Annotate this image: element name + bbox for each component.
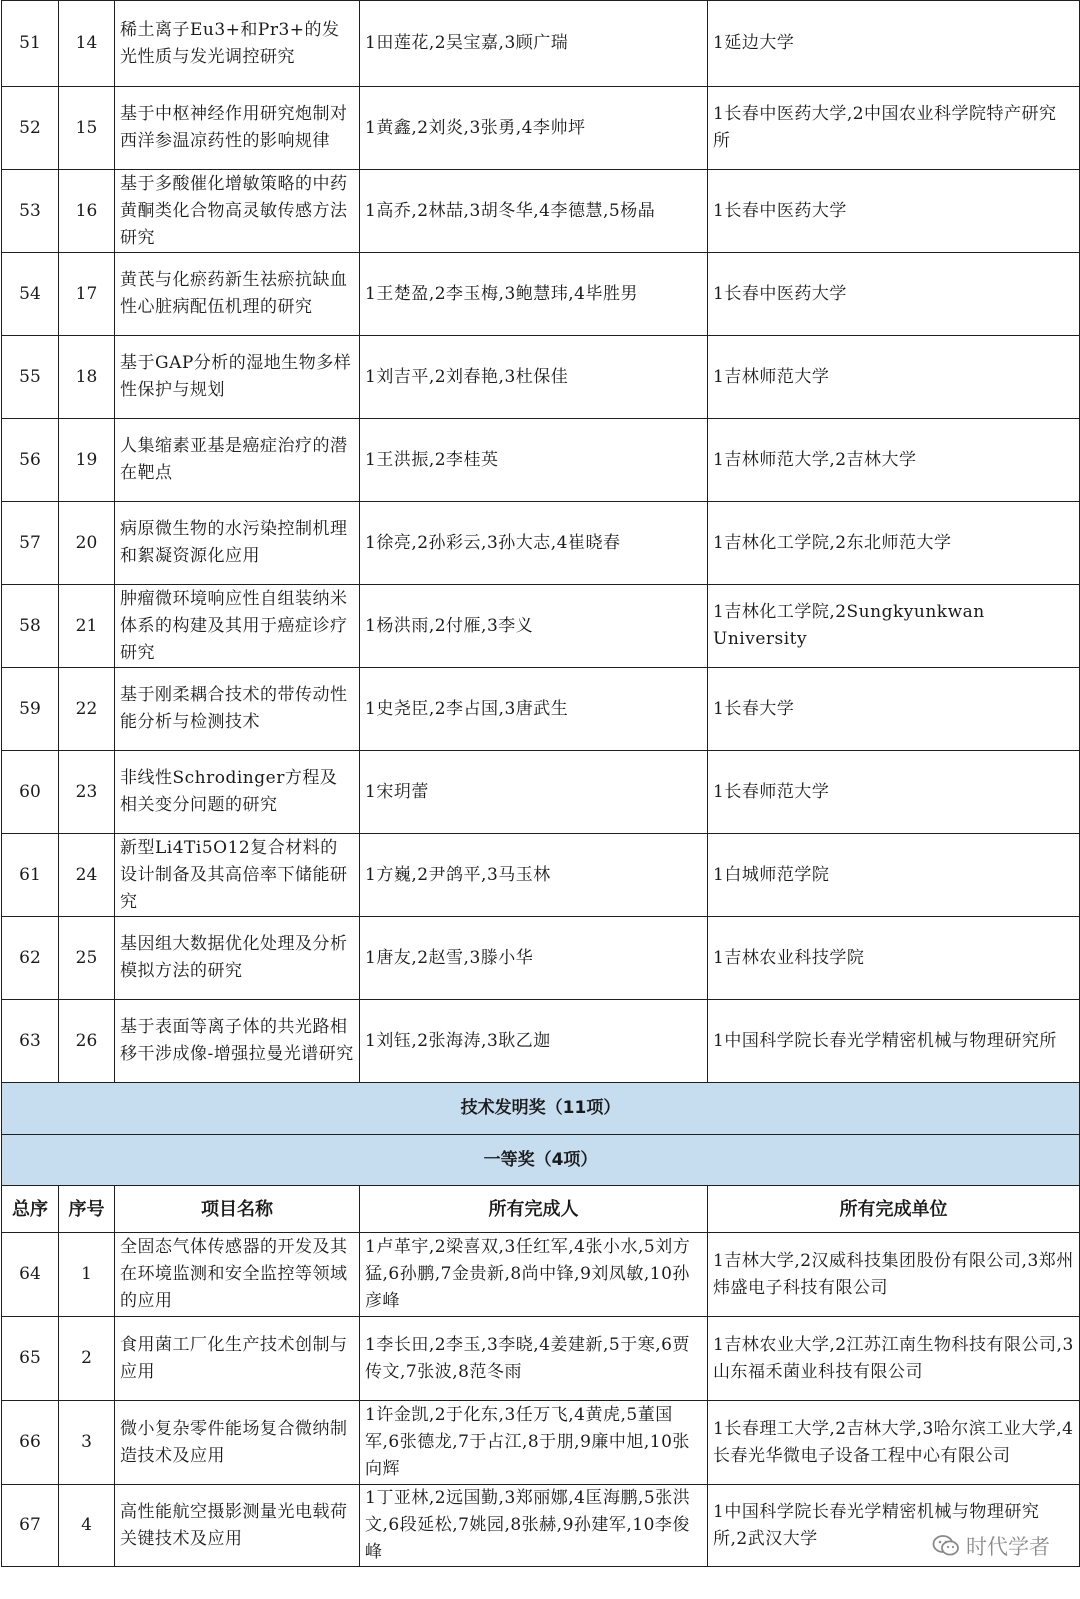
cell-total: 51 (2, 1, 59, 87)
section-title: 技术发明奖（11项） (2, 1083, 1080, 1135)
cell-seq: 21 (59, 585, 115, 668)
watermark (926, 1529, 1056, 1563)
table-row (2, 668, 1080, 751)
cell-total: 56 (2, 419, 59, 502)
cell-seq: 20 (59, 502, 115, 585)
table-row (2, 1485, 1080, 1567)
wechat-icon (932, 1534, 960, 1558)
header-name: 项目名称 (115, 1186, 360, 1233)
cell-people: 1田莲花,2吴宝嘉,3顾广瑞 (360, 1, 708, 87)
cell-project-name: 非线性Schrodinger方程及相关变分问题的研究 (115, 751, 360, 834)
cell-project-name: 基于多酸催化增敏策略的中药黄酮类化合物高灵敏传感方法研究 (115, 170, 360, 253)
cell-seq: 4 (59, 1485, 115, 1567)
section-row (2, 1083, 1080, 1135)
header-seq: 序号 (59, 1186, 115, 1233)
cell-people: 1卢革宇,2梁喜双,3任红军,4张小水,5刘方猛,6孙鹏,7金贵新,8尚中锋,9刘凤敏,10孙彦峰 (360, 1233, 708, 1317)
cell-people: 1高乔,2林喆,3胡冬华,4李德慧,5杨晶 (360, 170, 708, 253)
table-row (2, 502, 1080, 585)
table-row (2, 1, 1080, 87)
invention-rows (2, 1233, 1080, 1567)
cell-units: 1吉林农业科技学院 (708, 917, 1080, 1000)
cell-people: 1丁亚林,2远国勤,3郑丽娜,4匡海鹏,5张洪文,6段延松,7姚园,8张赫,9孙建军,10李俊峰 (360, 1485, 708, 1567)
cell-seq: 18 (59, 336, 115, 419)
cell-seq: 19 (59, 419, 115, 502)
cell-total: 53 (2, 170, 59, 253)
table-row (2, 585, 1080, 668)
cell-project-name: 黄芪与化瘀药新生祛瘀抗缺血性心脏病配伍机理的研究 (115, 253, 360, 336)
cell-seq: 23 (59, 751, 115, 834)
cell-total: 55 (2, 336, 59, 419)
table-row (2, 253, 1080, 336)
subsection-title: 一等奖（4项） (2, 1135, 1080, 1186)
cell-seq: 16 (59, 170, 115, 253)
cell-project-name: 病原微生物的水污染控制机理和絮凝资源化应用 (115, 502, 360, 585)
cell-total: 64 (2, 1233, 59, 1317)
cell-people: 1黄鑫,2刘炎,3张勇,4李帅坪 (360, 87, 708, 170)
header-row (2, 1186, 1080, 1233)
cell-people: 1刘吉平,2刘春艳,3杜保佳 (360, 336, 708, 419)
cell-units: 1吉林师范大学,2吉林大学 (708, 419, 1080, 502)
table-row (2, 1317, 1080, 1401)
cell-units: 1延边大学 (708, 1, 1080, 87)
table-row (2, 1401, 1080, 1485)
cell-project-name: 基于表面等离子体的共光路相移干涉成像-增强拉曼光谱研究 (115, 1000, 360, 1083)
natural-science-rows (2, 1, 1080, 1083)
cell-units: 1长春中医药大学 (708, 170, 1080, 253)
table-row (2, 834, 1080, 917)
cell-total: 57 (2, 502, 59, 585)
cell-seq: 17 (59, 253, 115, 336)
cell-units: 1白城师范学院 (708, 834, 1080, 917)
cell-seq: 14 (59, 1, 115, 87)
cell-seq: 2 (59, 1317, 115, 1401)
cell-units: 1长春师范大学 (708, 751, 1080, 834)
cell-project-name: 基于中枢神经作用研究炮制对西洋参温凉药性的影响规律 (115, 87, 360, 170)
cell-people: 1王楚盈,2李玉梅,3鲍慧玮,4毕胜男 (360, 253, 708, 336)
cell-units: 1吉林师范大学 (708, 336, 1080, 419)
awards-table (1, 0, 1080, 1567)
cell-total: 67 (2, 1485, 59, 1567)
cell-project-name: 基因组大数据优化处理及分析模拟方法的研究 (115, 917, 360, 1000)
cell-people: 1刘钰,2张海涛,3耿乙迦 (360, 1000, 708, 1083)
cell-total: 60 (2, 751, 59, 834)
cell-total: 52 (2, 87, 59, 170)
cell-units: 1长春理工大学,2吉林大学,3哈尔滨工业大学,4长春光华微电子设备工程中心有限公司 (708, 1401, 1080, 1485)
table-row (2, 751, 1080, 834)
cell-project-name: 基于GAP分析的湿地生物多样性保护与规划 (115, 336, 360, 419)
watermark-text: 时代学者 (966, 1535, 1050, 1559)
cell-units: 1长春中医药大学 (708, 253, 1080, 336)
cell-total: 65 (2, 1317, 59, 1401)
table-row (2, 917, 1080, 1000)
cell-units: 1中国科学院长春光学精密机械与物理研究所,2武汉大学 (708, 1485, 1080, 1567)
cell-total: 58 (2, 585, 59, 668)
cell-people: 1方巍,2尹鸽平,3马玉林 (360, 834, 708, 917)
cell-project-name: 肿瘤微环境响应性自组装纳米体系的构建及其用于癌症诊疗研究 (115, 585, 360, 668)
table-row (2, 1233, 1080, 1317)
section-band (2, 1083, 1080, 1233)
cell-units: 1吉林大学,2汉威科技集团股份有限公司,3郑州炜盛电子科技有限公司 (708, 1233, 1080, 1317)
cell-project-name: 人集缩素亚基是癌症治疗的潜在靶点 (115, 419, 360, 502)
cell-units: 1吉林化工学院,2Sungkyunkwan University (708, 585, 1080, 668)
cell-units: 1吉林化工学院,2东北师范大学 (708, 502, 1080, 585)
cell-people: 1李长田,2李玉,3李晓,4姜建新,5于寒,6贾传文,7张波,8范冬雨 (360, 1317, 708, 1401)
cell-people: 1王洪振,2李桂英 (360, 419, 708, 502)
header-people: 所有完成人 (360, 1186, 708, 1233)
cell-units: 1长春大学 (708, 668, 1080, 751)
subsection-row (2, 1135, 1080, 1186)
cell-project-name: 稀土离子Eu3+和Pr3+的发光性质与发光调控研究 (115, 1, 360, 87)
cell-units: 1中国科学院长春光学精密机械与物理研究所 (708, 1000, 1080, 1083)
cell-people: 1杨洪雨,2付雁,3李义 (360, 585, 708, 668)
cell-seq: 25 (59, 917, 115, 1000)
cell-seq: 3 (59, 1401, 115, 1485)
cell-units: 1长春中医药大学,2中国农业科学院特产研究所 (708, 87, 1080, 170)
cell-units: 1吉林农业大学,2江苏江南生物科技有限公司,3山东福禾菌业科技有限公司 (708, 1317, 1080, 1401)
cell-total: 62 (2, 917, 59, 1000)
cell-total: 54 (2, 253, 59, 336)
cell-project-name: 食用菌工厂化生产技术创制与应用 (115, 1317, 360, 1401)
cell-project-name: 新型Li4Ti5O12复合材料的设计制备及其高倍率下储能研究 (115, 834, 360, 917)
cell-seq: 26 (59, 1000, 115, 1083)
cell-total: 59 (2, 668, 59, 751)
cell-total: 63 (2, 1000, 59, 1083)
cell-people: 1史尧臣,2李占国,3唐武生 (360, 668, 708, 751)
table-row (2, 170, 1080, 253)
header-units: 所有完成单位 (708, 1186, 1080, 1233)
cell-project-name: 高性能航空摄影测量光电载荷关键技术及应用 (115, 1485, 360, 1567)
cell-people: 1许金凯,2于化东,3任万飞,4黄虎,5董国军,6张德龙,7于占江,8于朋,9廉中旭,10张向辉 (360, 1401, 708, 1485)
header-total: 总序 (2, 1186, 59, 1233)
cell-total: 66 (2, 1401, 59, 1485)
cell-project-name: 基于刚柔耦合技术的带传动性能分析与检测技术 (115, 668, 360, 751)
cell-people: 1宋玥蕾 (360, 751, 708, 834)
cell-seq: 24 (59, 834, 115, 917)
cell-project-name: 微小复杂零件能场复合微纳制造技术及应用 (115, 1401, 360, 1485)
cell-people: 1唐友,2赵雪,3滕小华 (360, 917, 708, 1000)
table-row (2, 419, 1080, 502)
cell-seq: 22 (59, 668, 115, 751)
table-row (2, 336, 1080, 419)
cell-total: 61 (2, 834, 59, 917)
table-row (2, 1000, 1080, 1083)
cell-people: 1徐亮,2孙彩云,3孙大志,4崔晓春 (360, 502, 708, 585)
cell-project-name: 全固态气体传感器的开发及其在环境监测和安全监控等领域的应用 (115, 1233, 360, 1317)
cell-seq: 1 (59, 1233, 115, 1317)
cell-seq: 15 (59, 87, 115, 170)
table-row (2, 87, 1080, 170)
